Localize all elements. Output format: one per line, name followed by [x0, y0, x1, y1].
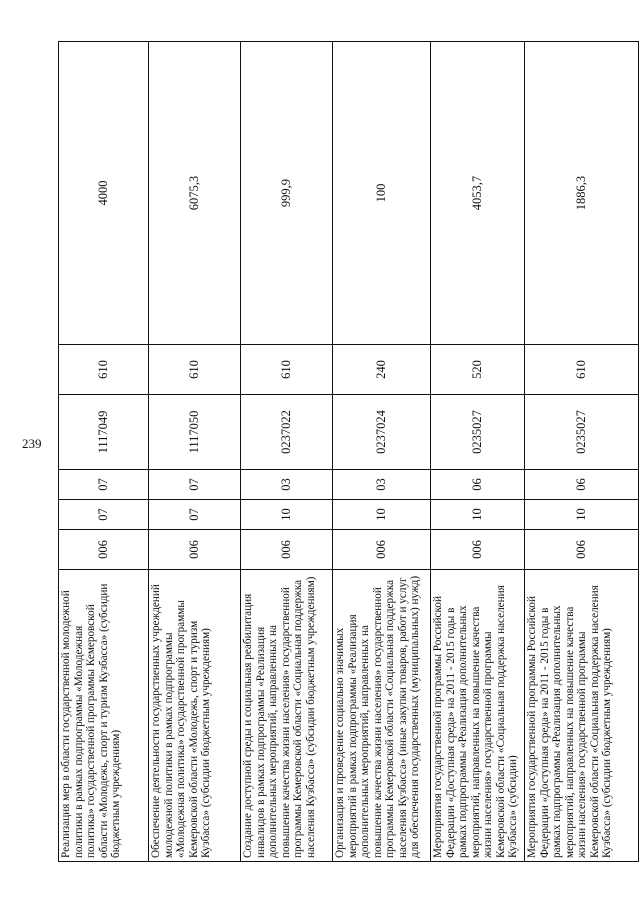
page-number: 239 [22, 436, 42, 451]
ministry-code: 006 [149, 530, 241, 570]
table-row [59, 42, 149, 862]
table-row [431, 42, 525, 862]
target-article-code: 0237022 [241, 395, 333, 470]
section-code: 10 [333, 500, 431, 530]
rotated-page-content [58, 42, 638, 862]
ministry-code: 006 [333, 530, 431, 570]
section-code: 10 [241, 500, 333, 530]
table-row [333, 42, 431, 862]
subsection-code: 03 [241, 470, 333, 500]
ministry-code: 006 [431, 530, 525, 570]
target-article-code: 1117050 [149, 395, 241, 470]
target-article-code: 0237024 [333, 395, 431, 470]
budget-allocation-table [58, 41, 639, 862]
section-code: 07 [149, 500, 241, 530]
subsection-code: 06 [431, 470, 525, 500]
table-row [241, 42, 333, 862]
expense-type-code: 610 [59, 345, 149, 395]
amount-value: 4000 [59, 42, 149, 345]
expense-type-code: 610 [525, 345, 639, 395]
expense-type-code: 610 [241, 345, 333, 395]
row-description: Реализация мер в области государственной молодежной политики в рамках подпрограммы «Молодежная политика» государственной программы Кемеровской области «Молодежь, спорт и туризм Кузбасса» (субсидии бюджетным учреждениям) [59, 570, 149, 862]
row-description: Обеспечение деятельности государственных учреждений молодежной политики в рамках подпрограммы «Молодежная политика» государственной программы Кемеровской области «Молодежь, спорт и туризм Кузбасса» (субсидии бюджетным учреждениям) [149, 570, 241, 862]
expense-type-code: 610 [149, 345, 241, 395]
target-article-code: 0235027 [431, 395, 525, 470]
target-article-code: 0235027 [525, 395, 639, 470]
table-row [525, 42, 639, 862]
expense-type-code: 520 [431, 345, 525, 395]
section-code: 10 [525, 500, 639, 530]
section-code: 10 [431, 500, 525, 530]
amount-value: 4053,7 [431, 42, 525, 345]
amount-value: 999,9 [241, 42, 333, 345]
ministry-code: 006 [241, 530, 333, 570]
amount-value: 100 [333, 42, 431, 345]
expense-type-code: 240 [333, 345, 431, 395]
ministry-code: 006 [59, 530, 149, 570]
amount-value: 6075,3 [149, 42, 241, 345]
target-article-code: 1117049 [59, 395, 149, 470]
subsection-code: 03 [333, 470, 431, 500]
ministry-code: 006 [525, 530, 639, 570]
row-description: Создание доступной среды и социальная реабилитация инвалидов в рамках подпрограммы «Реализация дополнительных мероприятий, направленных на повышение качества жизни населения» государственной программы Кемеровской области «Социальная поддержка населения Кузбасса» (субсидии бюджетным учреждениям) [241, 570, 333, 862]
row-description: Мероприятия государственной программы Российской Федерации «Доступная среда» на 2011 - 2015 годы в рамках подпрограммы «Реализация дополнительных мероприятий, направленных на повышение качества жизни населения» государственной программы Кемеровской области «Социальная поддержка населения Кузбасса» (субсидии бюджетным учреждениям) [525, 570, 639, 862]
row-description: Мероприятия государственной программы Российской Федерации «Доступная среда» на 2011 - 2015 годы в рамках подпрограммы «Реализация дополнительных мероприятий, направленных на повышение качества жизни населения» государственной программы Кемеровской области «Социальная поддержка населения Кузбасса» (субсидии) [431, 570, 525, 862]
row-description: Организация и проведение социально значимых мероприятий в рамках подпрограммы «Реализация дополнительных мероприятий, направленных на повышение качества жизни населения» государственной программы Кемеровской области «Социальная поддержка населения Кузбасса» (иные закупки товаров, работ и услуг для обеспечения государственных (муниципальных) нужд) [333, 570, 431, 862]
subsection-code: 07 [149, 470, 241, 500]
subsection-code: 07 [59, 470, 149, 500]
subsection-code: 06 [525, 470, 639, 500]
amount-value: 1886,3 [525, 42, 639, 345]
section-code: 07 [59, 500, 149, 530]
table-row [149, 42, 241, 862]
